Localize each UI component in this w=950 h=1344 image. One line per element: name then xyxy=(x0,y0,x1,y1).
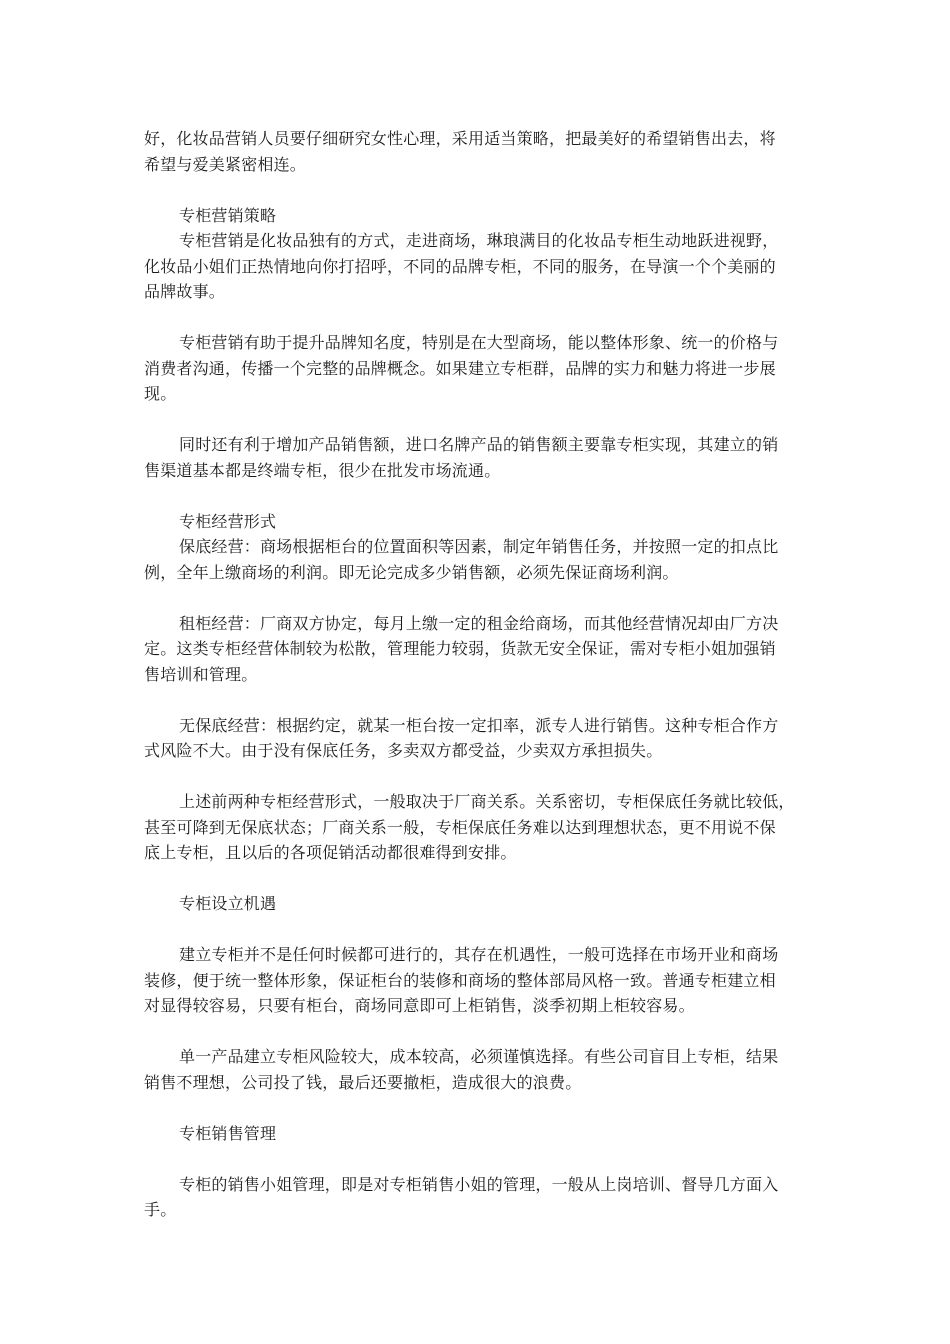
text-line: 专柜营销是化妆品独有的方式，走进商场，琳琅满目的化妆品专柜生动地跃进视野， xyxy=(179,231,779,250)
text-line: 希望与爱美紧密相连。 xyxy=(144,154,307,174)
text-line: 定。这类专柜经营体制较为松散，管理能力较弱，货款无安全保证，需对专柜小姐加强销 xyxy=(144,639,776,658)
text-line: 甚至可降到无保底状态；厂商关系一般，专柜保底任务难以达到理想状态，更不用说不保 xyxy=(144,817,776,837)
text-line: 保底经营：商场根据柜台的位置面积等因素，制定年销售任务，并按照一定的扣点比 xyxy=(179,537,779,556)
text-line: 同时还有利于增加产品销售额，进口名牌产品的销售额主要靠专柜实现，其建立的销 xyxy=(179,435,779,454)
text-line: 上述前两种专柜经营形式，一般取决于厂商关系。关系密切，专柜保底任务就比较低， xyxy=(179,792,795,811)
text-line: 式风险不大。由于没有保底任务，多卖双方都受益，少卖双方承担损失。 xyxy=(144,741,663,760)
blank-line xyxy=(144,1095,816,1121)
text-line: 好，化妆品营销人员要仔细研究女性心理，采用适当策略，把最美好的希望销售出去，将 xyxy=(144,129,776,148)
text-line: 例，全年上缴商场的利润。即无论完成多少销售额，必须先保证商场利润。 xyxy=(144,562,679,582)
blank-line xyxy=(144,687,816,713)
text-line: 化妆品小姐们正热情地向你打招呼，不同的品牌专柜，不同的服务，在导演一个个美丽的 xyxy=(144,256,776,276)
blank-line xyxy=(144,917,816,943)
blank-line xyxy=(144,177,816,203)
text-line: 现。 xyxy=(144,384,177,403)
text-line: 建立专柜并不是任何时候都可进行的，其存在机遇性，一般可选择在市场开业和商场 xyxy=(179,945,779,964)
text-line: 手。 xyxy=(144,1200,177,1219)
blank-line xyxy=(144,585,816,611)
text-line: 底上专柜，且以后的各项促销活动都很难得到安排。 xyxy=(144,843,517,862)
text-line: 无保底经营：根据约定，就某一柜台按一定扣率，派专人进行销售。这种专柜合作方 xyxy=(179,715,779,735)
blank-line xyxy=(144,866,816,892)
text-line: 售渠道基本都是终端专柜，很少在批发市场流通。 xyxy=(144,460,501,480)
text-line: 售培训和管理。 xyxy=(144,664,258,684)
blank-line xyxy=(144,1019,816,1045)
text-line: 专柜的销售小姐管理，即是对专柜销售小姐的管理，一般从上岗培训、督导几方面入 xyxy=(179,1174,779,1194)
blank-line xyxy=(144,305,816,331)
section-heading: 专柜设立机遇 xyxy=(179,894,277,913)
section-heading: 专柜营销策略 xyxy=(179,205,277,225)
text-line: 品牌故事。 xyxy=(144,282,226,301)
text-line: 消费者沟通，传播一个完整的品牌概念。如果建立专柜群，品牌的实力和魅力将进一步展 xyxy=(144,358,776,378)
blank-line xyxy=(144,483,816,509)
text-line: 销售不理想，公司投了钱，最后还要撤柜，造成很大的浪费。 xyxy=(144,1072,582,1092)
blank-line xyxy=(144,764,816,790)
text-line: 对显得较容易，只要有柜台，商场同意即可上柜销售，淡季初期上柜较容易。 xyxy=(144,996,695,1015)
text-line: 租柜经营：厂商双方协定，每月上缴一定的租金给商场，而其他经营情况却由厂方决 xyxy=(179,613,779,633)
text-line: 专柜营销有助于提升品牌知名度，特别是在大型商场，能以整体形象、统一的价格与 xyxy=(179,333,779,352)
text-line: 单一产品建立专柜风险较大，成本较高，必须谨慎选择。有些公司盲目上专柜，结果 xyxy=(179,1047,779,1066)
blank-line xyxy=(144,407,816,433)
text-line: 装修，便于统一整体形象，保证柜台的装修和商场的整体部局风格一致。普通专柜建立相 xyxy=(144,970,776,990)
document-page xyxy=(144,126,816,1223)
section-heading: 专柜经营形式 xyxy=(179,511,277,531)
blank-line xyxy=(144,1146,816,1172)
section-heading: 专柜销售管理 xyxy=(179,1123,277,1143)
